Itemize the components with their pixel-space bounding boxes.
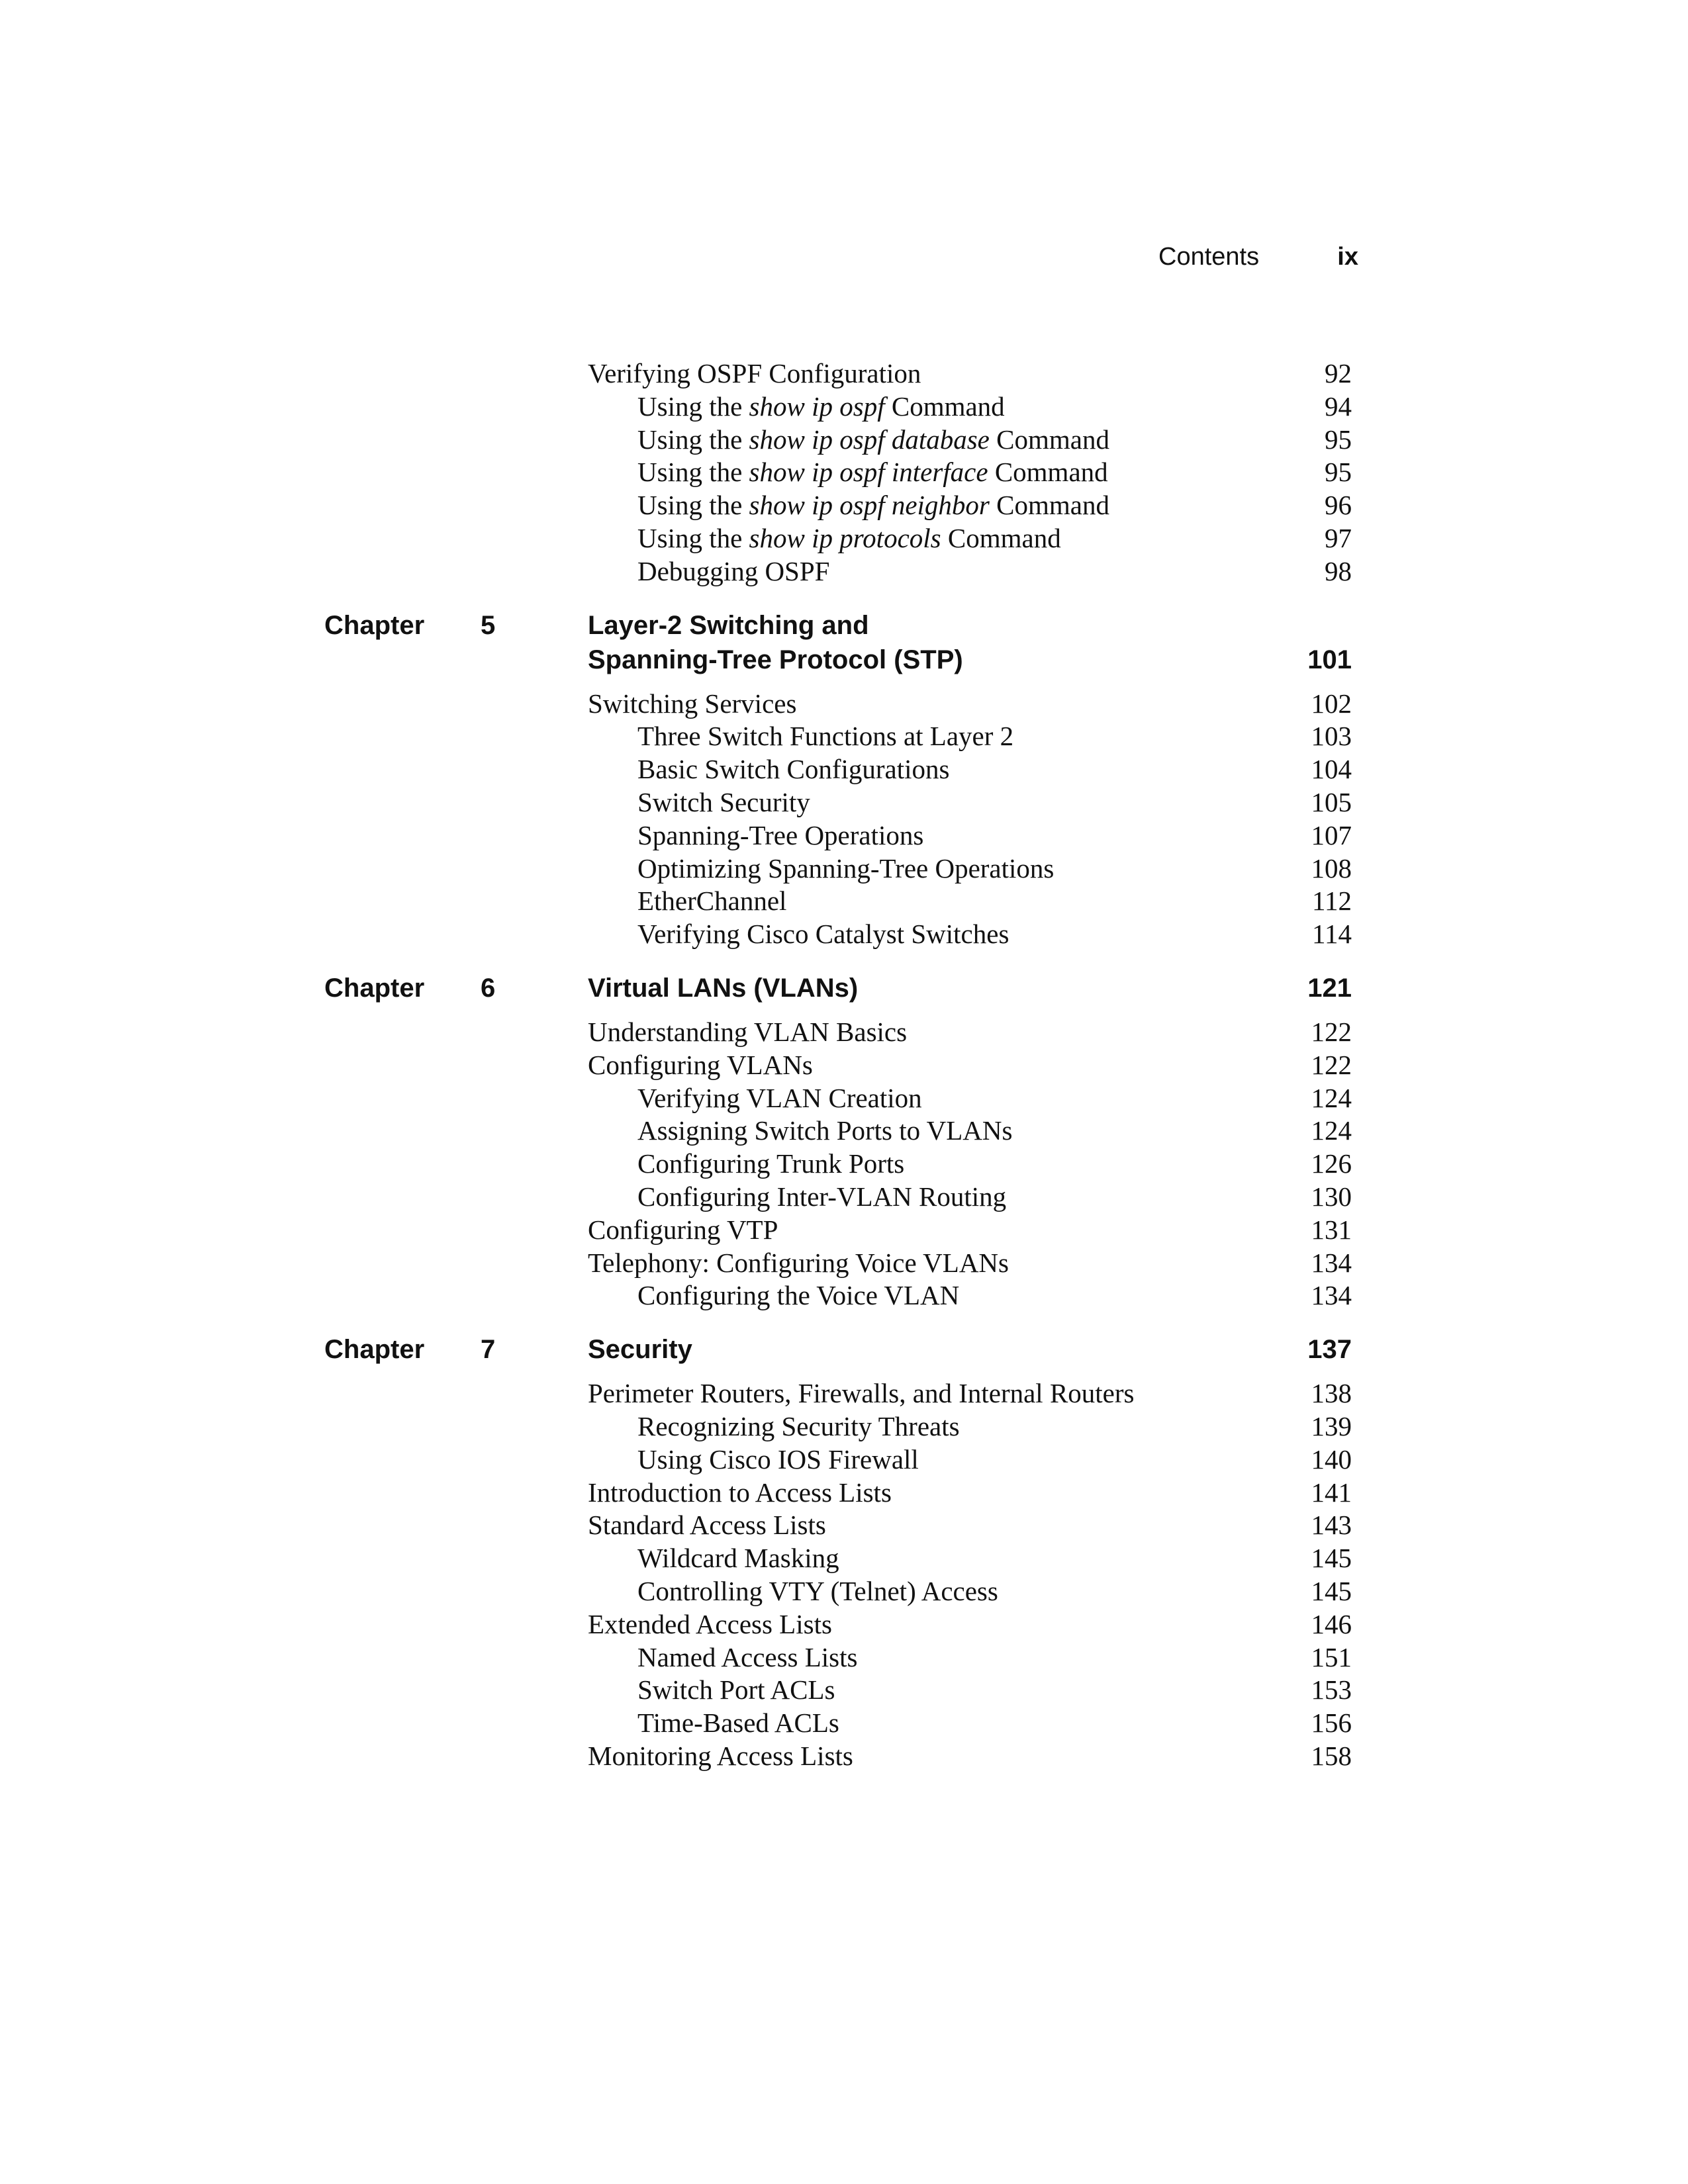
toc-entry-title xyxy=(588,1674,835,1705)
toc-entry-title xyxy=(588,391,1005,422)
toc-entry-page: 122 xyxy=(1311,1016,1352,1047)
chapter-title-line: Spanning-Tree Protocol (STP) xyxy=(588,645,963,674)
toc-entry-page: 131 xyxy=(1311,1214,1352,1245)
toc-entry-page: 105 xyxy=(1311,786,1352,817)
command-text: show ip protocols xyxy=(749,522,941,553)
entry-text: Configuring the Voice VLAN xyxy=(637,1280,960,1311)
entry-text: Configuring VLANs xyxy=(588,1049,813,1080)
table-of-contents xyxy=(324,357,1357,1773)
toc-entry xyxy=(588,1247,1357,1280)
toc-subentry xyxy=(588,720,1357,753)
entry-text: Using the xyxy=(637,490,749,521)
toc-entry-page: 156 xyxy=(1311,1707,1352,1739)
toc-entry-title xyxy=(588,1050,813,1080)
toc-entry-title xyxy=(588,1148,904,1179)
toc-entry-page: 141 xyxy=(1311,1477,1352,1508)
chapter-number: 5 xyxy=(481,610,496,640)
toc-entry-page: 139 xyxy=(1311,1410,1352,1441)
entry-text: Command xyxy=(988,457,1108,488)
toc-entry-title xyxy=(588,1707,839,1738)
toc-entry xyxy=(588,1377,1357,1410)
entry-text: Configuring VTP xyxy=(588,1214,778,1245)
running-head xyxy=(1125,243,1364,283)
toc-entry-page: 107 xyxy=(1311,819,1352,850)
entry-text: Assigning Switch Ports to VLANs xyxy=(637,1115,1013,1146)
toc-entry xyxy=(588,1608,1357,1641)
command-text: show ip ospf database xyxy=(749,424,990,455)
toc-subentry xyxy=(588,753,1357,786)
toc-entry-page: 98 xyxy=(1325,555,1352,586)
entry-text: Recognizing Security Threats xyxy=(637,1410,960,1441)
entry-text: Wildcard Masking xyxy=(637,1543,839,1574)
toc-subentry xyxy=(588,456,1357,489)
chapter-heading xyxy=(324,608,1357,677)
toc-entry-title xyxy=(588,556,829,586)
toc-entry-title xyxy=(588,1741,853,1771)
toc-subentry xyxy=(588,1148,1357,1181)
chapter-entries xyxy=(588,1016,1357,1312)
chapter-label: Chapter xyxy=(324,973,425,1003)
toc-entry-page: 112 xyxy=(1312,886,1352,917)
toc-entry-page: 145 xyxy=(1311,1575,1352,1606)
toc-entry-title xyxy=(588,1477,892,1508)
toc-entry-title xyxy=(588,1378,1135,1408)
entry-text: Understanding VLAN Basics xyxy=(588,1016,908,1047)
toc-subentry xyxy=(588,1115,1357,1148)
toc-subentry xyxy=(588,852,1357,886)
chapter-label: Chapter xyxy=(324,1335,425,1365)
toc-entry-title xyxy=(588,787,810,817)
toc-entry-title xyxy=(588,424,1109,455)
toc-entry-page: 92 xyxy=(1325,358,1352,388)
toc-entry xyxy=(588,1016,1357,1049)
toc-entry-page: 138 xyxy=(1311,1378,1352,1409)
entry-text: Command xyxy=(941,522,1061,553)
toc-subentry xyxy=(588,390,1357,424)
toc-entry-title xyxy=(588,1642,857,1672)
toc-subentry xyxy=(588,1707,1357,1740)
toc-entry-title xyxy=(588,1280,959,1310)
chapter-title-line: Virtual LANs (VLANs) xyxy=(588,973,859,1003)
toc-subentry xyxy=(588,1542,1357,1575)
toc-subentry xyxy=(588,1641,1357,1674)
toc-entry-page: 134 xyxy=(1311,1247,1352,1278)
toc-subentry xyxy=(588,1082,1357,1115)
toc-subentry xyxy=(588,1279,1357,1312)
toc-entry-page: 124 xyxy=(1311,1115,1352,1146)
entry-text: Standard Access Lists xyxy=(588,1510,826,1541)
entry-text: Configuring Inter-VLAN Routing xyxy=(637,1181,1007,1212)
running-head-section: Contents xyxy=(1158,243,1260,271)
command-text: show ip ospf interface xyxy=(749,457,988,488)
toc-entry xyxy=(588,1049,1357,1082)
toc-entry-page: 146 xyxy=(1311,1608,1352,1639)
toc-subentry xyxy=(588,1443,1357,1477)
entry-text: Extended Access Lists xyxy=(588,1608,832,1639)
entry-text: Perimeter Routers, Firewalls, and Internal Routers xyxy=(588,1378,1135,1409)
toc-continued-entries xyxy=(588,357,1357,588)
entry-text: EtherChannel xyxy=(637,886,787,917)
toc-entry-page: 122 xyxy=(1311,1049,1352,1080)
chapter-title xyxy=(588,608,1184,677)
entry-text: Introduction to Access Lists xyxy=(588,1477,892,1508)
chapter-entries xyxy=(588,688,1357,951)
toc-subentry xyxy=(588,489,1357,522)
chapter-number: 7 xyxy=(481,1335,496,1365)
entry-text: Using the xyxy=(637,390,749,422)
chapter-number: 6 xyxy=(481,973,496,1003)
entry-text: Using the xyxy=(637,424,749,455)
toc-entry-title xyxy=(588,886,786,916)
toc-entry-title xyxy=(588,457,1108,487)
toc-entry-title xyxy=(588,1411,960,1441)
toc-entry-page: 94 xyxy=(1325,390,1352,422)
toc-entry-title xyxy=(588,721,1013,751)
chapter-title xyxy=(588,1332,1184,1367)
toc-entry-page: 126 xyxy=(1311,1148,1352,1179)
entry-text: Using the xyxy=(637,457,749,488)
chapter-entries xyxy=(588,1377,1357,1773)
toc-entry-page: 158 xyxy=(1311,1740,1352,1771)
toc-entry-page: 95 xyxy=(1325,457,1352,488)
entry-text: Verifying VLAN Creation xyxy=(637,1082,922,1113)
toc-entry-title xyxy=(588,820,923,850)
entry-text: Telephony: Configuring Voice VLANs xyxy=(588,1247,1009,1278)
entry-text: Verifying Cisco Catalyst Switches xyxy=(637,919,1009,950)
entry-text: Using Cisco IOS Firewall xyxy=(637,1443,919,1475)
entry-text: Using the xyxy=(637,522,749,553)
chapter-page: 121 xyxy=(1307,973,1352,1003)
toc-entry-title xyxy=(588,919,1009,949)
toc-subentry xyxy=(588,1181,1357,1214)
toc-entry-page: 108 xyxy=(1311,852,1352,884)
toc-subentry xyxy=(588,424,1357,457)
toc-entry-title xyxy=(588,358,921,388)
toc-entry-page: 97 xyxy=(1325,522,1352,553)
entry-text: Controlling VTY (Telnet) Access xyxy=(637,1575,998,1606)
chapter-page: 101 xyxy=(1307,645,1352,674)
toc-entry-title xyxy=(588,1248,1009,1278)
command-text: show ip ospf xyxy=(749,390,885,422)
toc-subentry xyxy=(588,1575,1357,1608)
chapter-title-line: Layer-2 Switching and xyxy=(588,610,869,640)
toc-entry xyxy=(588,1477,1357,1510)
toc-entry-title xyxy=(588,1444,919,1475)
toc-subentry xyxy=(588,1674,1357,1707)
toc-entry-title xyxy=(588,1576,998,1606)
entry-text: Optimizing Spanning-Tree Operations xyxy=(637,852,1055,884)
entry-text: Command xyxy=(884,390,1005,422)
entry-text: Verifying OSPF Configuration xyxy=(588,358,921,388)
toc-entry-page: 130 xyxy=(1311,1181,1352,1212)
entry-text: Switch Security xyxy=(637,786,810,817)
chapter-heading xyxy=(324,971,1357,1005)
entry-text: Command xyxy=(989,490,1109,521)
toc-entry-title xyxy=(588,1214,778,1245)
toc-entry-title xyxy=(588,754,949,784)
entry-text: Monitoring Access Lists xyxy=(588,1740,853,1771)
toc-entry-page: 134 xyxy=(1311,1280,1352,1311)
entry-text: Time-Based ACLs xyxy=(637,1707,839,1739)
toc-entry xyxy=(588,688,1357,721)
toc-entry-page: 145 xyxy=(1311,1543,1352,1574)
entry-text: Named Access Lists xyxy=(637,1641,858,1672)
toc-entry-title xyxy=(588,1083,922,1113)
toc-entry xyxy=(588,357,1357,390)
toc-entry xyxy=(588,1214,1357,1247)
toc-entry-title xyxy=(588,490,1109,520)
toc-entry-page: 96 xyxy=(1325,490,1352,521)
chapter-heading xyxy=(324,1332,1357,1367)
toc-subentry xyxy=(588,522,1357,555)
toc-subentry xyxy=(588,555,1357,588)
entry-text: Configuring Trunk Ports xyxy=(637,1148,905,1179)
toc-subentry xyxy=(588,786,1357,819)
toc-entry-page: 103 xyxy=(1311,721,1352,752)
chapter-title-line: Security xyxy=(588,1335,692,1365)
toc-entry-title xyxy=(588,1181,1006,1212)
toc-entry-page: 114 xyxy=(1312,919,1352,950)
toc-entry-title xyxy=(588,1017,907,1047)
chapter-label: Chapter xyxy=(324,610,425,640)
toc-entry-page: 153 xyxy=(1311,1674,1352,1706)
entry-text: Debugging OSPF xyxy=(637,555,830,586)
entry-text: Command xyxy=(989,424,1109,455)
toc-entry-page: 104 xyxy=(1311,754,1352,785)
toc-entry-title xyxy=(588,1115,1012,1146)
toc-entry-title xyxy=(588,523,1061,553)
toc-entry-title xyxy=(588,1609,832,1639)
entry-text: Switch Port ACLs xyxy=(637,1674,835,1706)
running-head-page-number: ix xyxy=(1337,243,1358,271)
toc-entry xyxy=(588,1740,1357,1773)
toc-subentry xyxy=(588,1410,1357,1443)
toc-entry-title xyxy=(588,1510,826,1540)
toc-entry-page: 143 xyxy=(1311,1510,1352,1541)
toc-entry-page: 102 xyxy=(1311,688,1352,719)
toc-subentry xyxy=(588,819,1357,852)
entry-text: Basic Switch Configurations xyxy=(637,754,950,785)
entry-text: Switching Services xyxy=(588,688,797,719)
toc-subentry xyxy=(588,918,1357,951)
toc-entry-page: 151 xyxy=(1311,1641,1352,1672)
toc-entry-title xyxy=(588,1543,839,1573)
toc-entry-page: 95 xyxy=(1325,424,1352,455)
command-text: show ip ospf neighbor xyxy=(749,490,990,521)
entry-text: Spanning-Tree Operations xyxy=(637,819,924,850)
toc-entry-page: 140 xyxy=(1311,1443,1352,1475)
toc-entry xyxy=(588,1509,1357,1542)
toc-entry-title xyxy=(588,688,796,719)
toc-subentry xyxy=(588,885,1357,918)
toc-entry-page: 124 xyxy=(1311,1082,1352,1113)
toc-entry-title xyxy=(588,853,1054,884)
chapter-page: 137 xyxy=(1307,1335,1352,1365)
chapter-title xyxy=(588,971,1184,1005)
entry-text: Three Switch Functions at Layer 2 xyxy=(637,721,1014,752)
